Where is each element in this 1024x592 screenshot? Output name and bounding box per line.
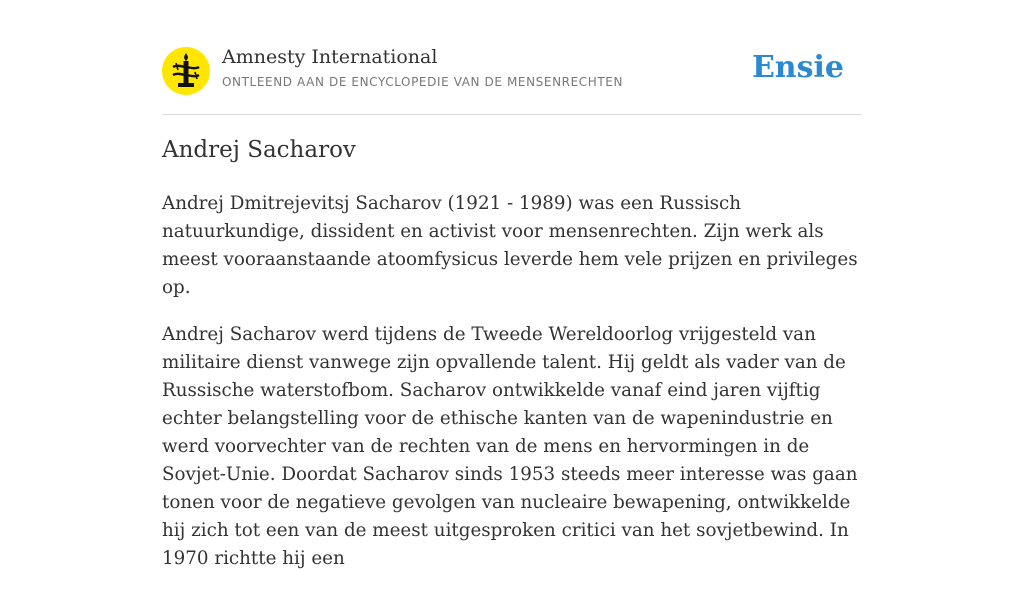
article-paragraph: Andrej Sacharov werd tijdens de Tweede Wereldoorlog vrijgesteld van militaire dienst vanwege zijn opvallende talent. Hij geldt als vader van de Russische waterstofbom. Sacharov ontwikkelde vanaf eind jaren vijftig echter belangstelling voor de ethische kanten van de wapenindustrie en werd voorvechter van de rechten van de mens en hervormingen in de Sovjet-Unie. Doordat Sacharov sinds 1953 steeds meer interesse was gaan tonen voor de negatieve gevolgen van nucleaire bewapening, ontwikkelde hij zich tot een van de meest uitgesproken critici van het sovjetbewind. In 1970 richtte hij een xyxy=(162,324,858,569)
article-paragraph: Andrej Dmitrejevitsj Sacharov (1921 - 1989) was een Russisch natuurkundige, dissident en activist voor mensenrechten. Zijn werk als meest vooraanstaande atoomfysicus leverde hem vele prijzen en privileges op. xyxy=(162,193,858,298)
candle-barbed-wire-icon[interactable] xyxy=(162,47,210,95)
site-header xyxy=(162,44,862,115)
ensie-logo-link[interactable]: Ensie xyxy=(751,50,844,85)
organization-subtitle: ONTLEEND AAN DE ENCYCLOPEDIE VAN DE MENSENRECHTEN xyxy=(222,75,624,89)
organization-name[interactable]: Amnesty International xyxy=(222,46,438,68)
article-title: Andrej Sacharov xyxy=(162,137,356,163)
article-body xyxy=(162,190,862,592)
